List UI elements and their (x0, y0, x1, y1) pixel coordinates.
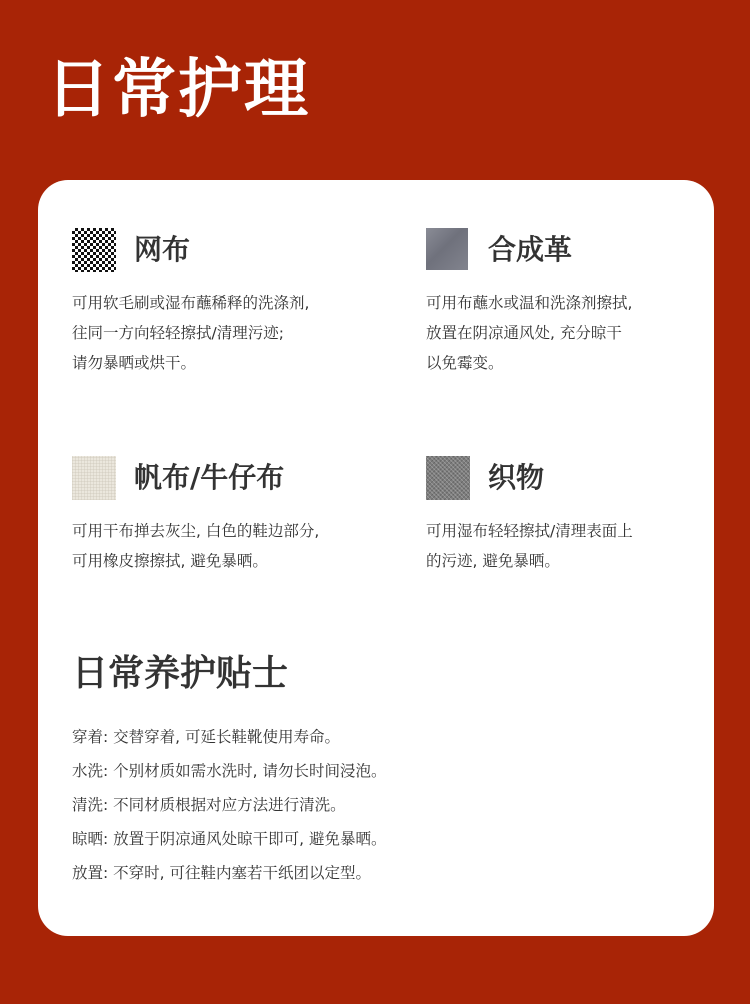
material-mesh (72, 228, 372, 378)
tips-title: 日常养护贴士 (72, 653, 289, 694)
tip-item: 清洗: 不同材质根据对应方法进行清洗。 (72, 796, 346, 814)
tip-item: 水洗: 个别材质如需水洗时, 请勿长时间浸泡。 (72, 762, 387, 780)
tips-list (72, 720, 387, 890)
tip-item: 放置: 不穿时, 可往鞋内塞若干纸团以定型。 (72, 864, 372, 882)
material-description (72, 288, 372, 378)
canvas-swatch-icon (72, 456, 116, 500)
description-line: 可用干布掸去灰尘, 白色的鞋边部分, (72, 522, 320, 540)
tip-item: 穿着: 交替穿着, 可延长鞋靴使用寿命。 (72, 728, 341, 746)
leather-swatch-icon (426, 228, 468, 270)
fabric-swatch-icon (426, 456, 470, 500)
material-description (426, 288, 726, 378)
description-line: 以免霉变。 (426, 354, 504, 372)
material-name: 网布 (134, 233, 191, 266)
material-synthetic-leather (426, 228, 726, 378)
description-line: 放置在阴凉通风处, 充分晾干 (426, 324, 622, 342)
material-description (426, 516, 726, 576)
description-line: 可用布蘸水或温和洗涤剂擦拭, (426, 294, 633, 312)
page-title: 日常护理 (46, 53, 310, 127)
material-name: 织物 (488, 461, 545, 494)
tip-item: 晾晒: 放置于阴凉通风处晾干即可, 避免暴晒。 (72, 830, 387, 848)
material-canvas-denim (72, 456, 372, 576)
description-line: 可用湿布轻轻擦拭/清理表面上 (426, 522, 633, 540)
material-fabric (426, 456, 726, 576)
description-line: 可用软毛刷或湿布蘸稀释的洗涤剂, (72, 294, 310, 312)
description-line: 请勿暴晒或烘干。 (72, 354, 197, 372)
material-name: 合成革 (488, 233, 573, 266)
material-description (72, 516, 372, 576)
care-card (38, 180, 714, 936)
material-name: 帆布/牛仔布 (134, 461, 285, 494)
description-line: 可用橡皮擦擦拭, 避免暴晒。 (72, 552, 268, 570)
description-line: 往同一方向轻轻擦拭/清理污迹; (72, 324, 284, 342)
mesh-swatch-icon (72, 228, 116, 272)
description-line: 的污迹, 避免暴晒。 (426, 552, 560, 570)
